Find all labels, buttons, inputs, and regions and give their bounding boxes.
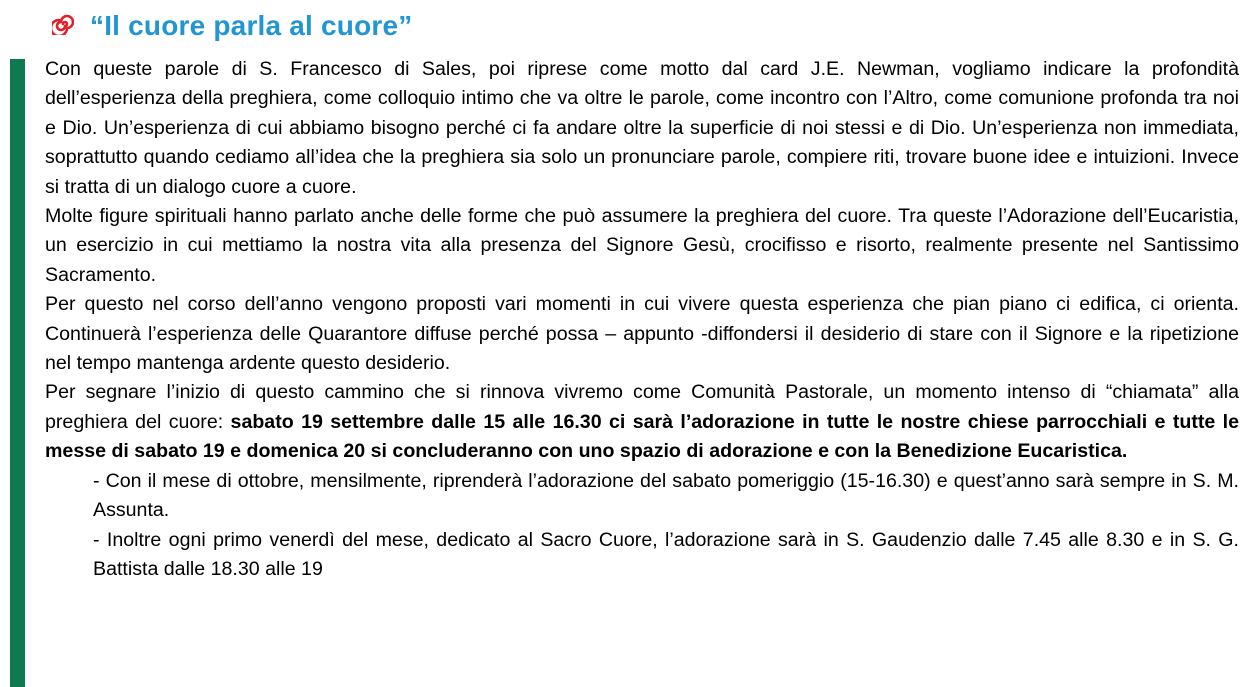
- paragraph-4-highlight: sabato 19 settembre dalle 15 alle 16.30 ci sarà l’adorazione in tutte le nostre chiese parrocchiali e tutte le messe di sabato 19 e domenica 20 si concluderanno con uno spazio di adorazione e con la Benedizione Eucaristica.: [45, 410, 1239, 463]
- paragraph-4-intro: Per segnare l’inizio di questo cammino che si rinnova vivremo come Comunità Pastorale, un momento intenso di “chiamata” alla preghiera del cuore:: [45, 381, 1239, 433]
- accent-bar: [10, 59, 25, 687]
- paragraph-2: Molte figure spirituali hanno parlato anche delle forme che può assumere la preghiera del cuore. Tra queste l’Adorazione dell’Eucaristia, un esercizio in cui mettiamo la nostra vita alla presenza del Signore Gesù, crocifisso e risorto, realmente presente nel Santissimo Sacramento.: [45, 205, 1239, 286]
- paragraph-3: Per questo nel corso dell’anno vengono proposti vari momenti in cui vivere questa esperienza che pian piano ci edifica, ci orienta. Continuerà l’esperienza delle Quarantore diffuse perché possa – appunto -diffondersi il desiderio di stare con il Signore e la ripetizione nel tempo mantenga ardente questo desiderio.: [45, 293, 1239, 375]
- article-body: [45, 55, 1239, 584]
- page-title: “Il cuore parla al cuore”: [90, 10, 413, 41]
- paragraph-1: Con queste parole di S. Francesco di Sales, poi riprese come motto dal card J.E. Newman, vogliamo indicare la profondità dell’esperienza della preghiera, come colloquio intimo che va oltre le parole, come incontro con l’Altro, come comunione profonda tra noi e Dio. Un’esperienza di cui abbiamo bisogno perché ci fa andare oltre la superficie di noi stessi e di Dio. Un’esperienza non immediata, soprattutto quando cediamo all’idea che la preghiera sia solo un pronunciare parole, compiere riti, trovare buone idee e intuizioni. Invece si tratta di un dialogo cuore a cuore.: [45, 58, 1239, 198]
- bullet-item-2: - Inoltre ogni primo venerdì del mese, dedicato al Sacro Cuore, l’adorazione sarà in S. Gaudenzio dalle 7.45 alle 8.30 e in S. G. Battista dalle 18.30 alle 19: [93, 528, 1239, 580]
- bullet-list: [45, 467, 1239, 585]
- spiral-icon: [52, 13, 74, 35]
- paragraph-4: [45, 378, 1239, 466]
- bullet-item-1: - Con il mese di ottobre, mensilmente, riprenderà l’adorazione del sabato pomeriggio (15-16.30) e quest’anno sarà sempre in S. M. Assunta.: [93, 469, 1239, 522]
- header: [52, 6, 412, 46]
